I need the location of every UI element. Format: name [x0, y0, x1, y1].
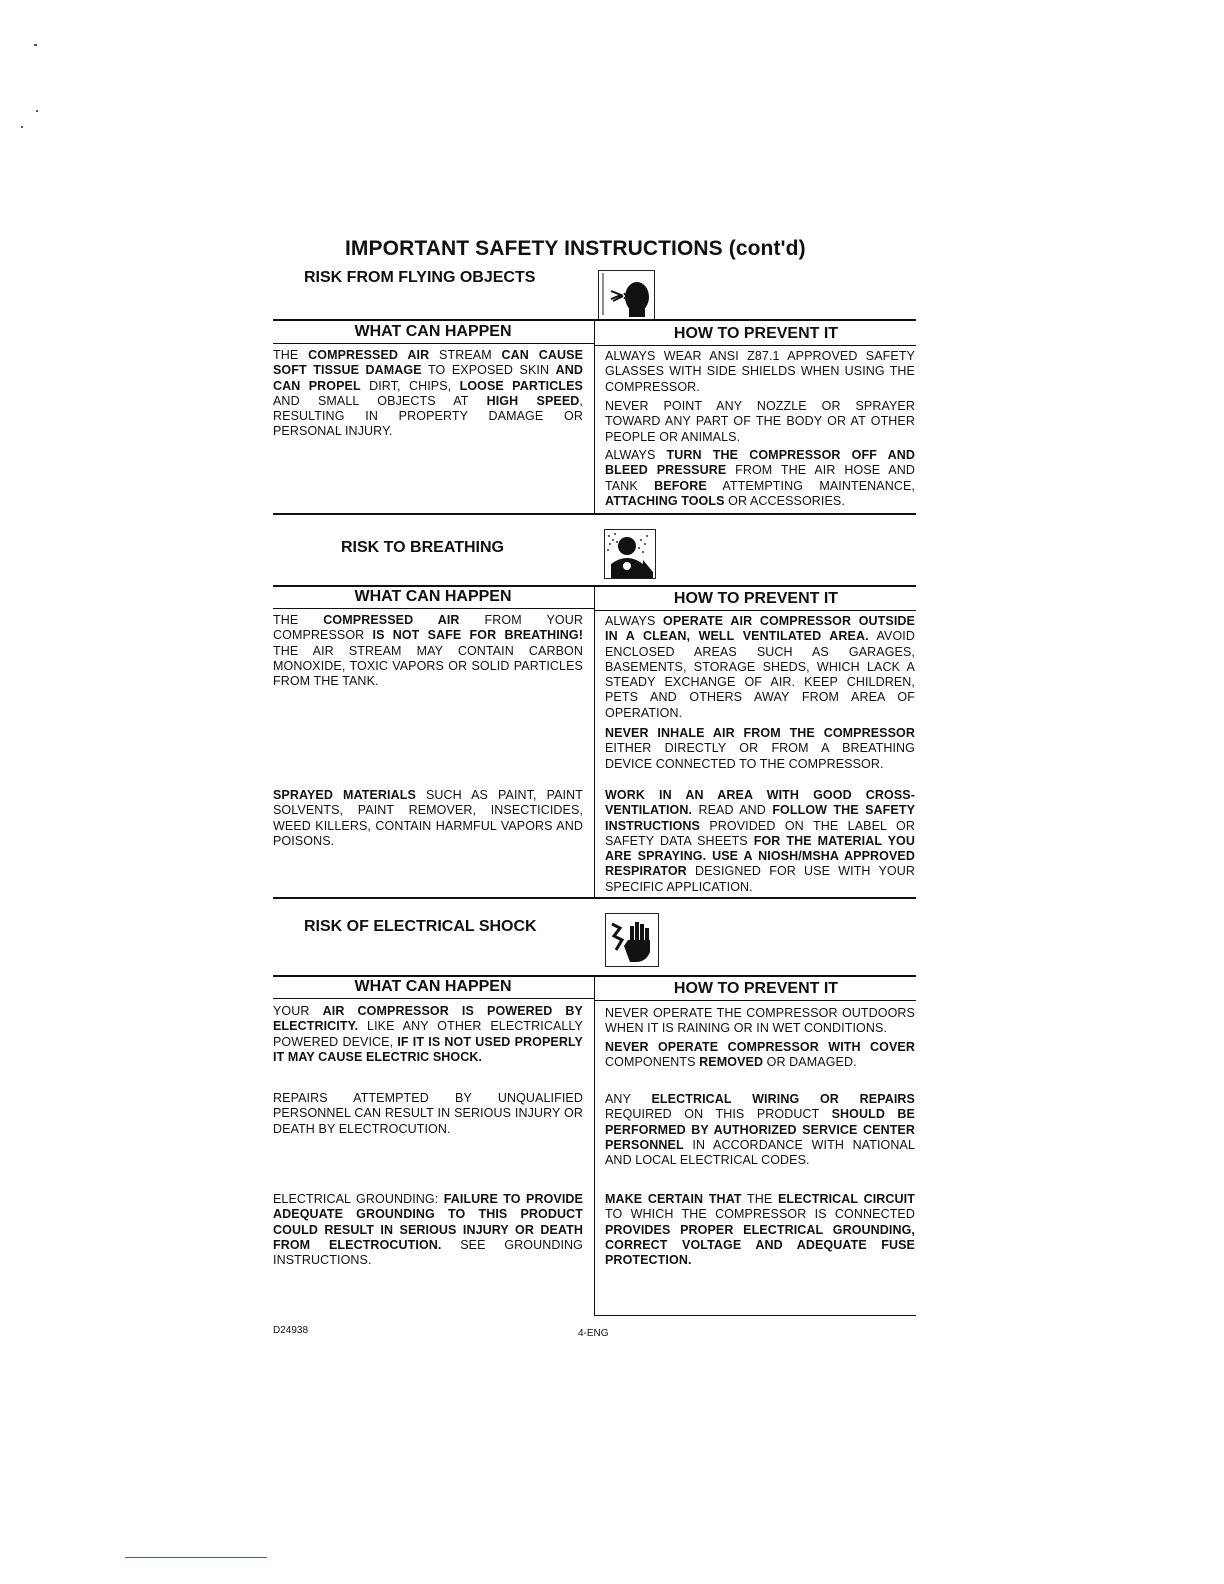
scan-speck	[36, 110, 38, 112]
what-text-electrical-1: YOUR AIR COMPRESSOR IS POWERED BY ELECTRICITY. LIKE ANY OTHER ELECTRICALLY POWERED DEVICE, IF IT IS NOT USED PROPERLY IT MAY CAUSE ELECTRIC SHOCK.	[273, 1004, 583, 1064]
column-divider	[594, 321, 595, 514]
header-rule	[273, 608, 594, 609]
how-to-prevent-header: HOW TO PREVENT IT	[673, 590, 839, 607]
document-code: D24938	[273, 1325, 309, 1336]
what-text-flying-1: THE COMPRESSED AIR STREAM CAN CAUSE SOFT TISSUE DAMAGE TO EXPOSED SKIN AND CAN PROPEL DIRT, CHIPS, LOOSE PARTICLES AND SMALL OBJECTS AT HIGH SPEED, RESULTING IN PROPERTY DAMAGE OR PERSONAL INJURY.	[273, 348, 584, 439]
what-text-electrical-2: REPAIRS ATTEMPTED BY UNQUALIFIED PERSONNEL CAN RESULT IN SERIOUS INJURY OR DEATH BY ELECTROCUTION.	[273, 1091, 583, 1136]
what-text-electrical-3: ELECTRICAL GROUNDING: FAILURE TO PROVIDE ADEQUATE GROUNDING TO THIS PRODUCT COULD RESULT IN SERIOUS INJURY OR DEATH FROM ELECTROCUTION. SEE GROUNDING INSTRUCTIONS.	[273, 1192, 584, 1268]
page-number: 4-ENG	[578, 1328, 609, 1339]
how-text-electrical-4: MAKE CERTAIN THAT THE ELECTRICAL CIRCUIT TO WHICH THE COMPRESSOR IS CONNECTED PROVIDES PROPER ELECTRICAL GROUNDING, CORRECT VOLTAGE AND ADEQUATE FUSE PROTECTION.	[605, 1192, 915, 1268]
how-text-breathing-3: WORK IN AN AREA WITH GOOD CROSS-VENTILATION. READ AND FOLLOW THE SAFETY INSTRUCTIONS PROVIDED ON THE LABEL OR SAFETY DATA SHEETS FOR THE MATERIAL YOU ARE SPRAYING. USE A NIOSH/MSHA APPROVED RESPIRATOR DESIGNED FOR USE WITH YOUR SPECIFIC APPLICATION.	[605, 788, 916, 894]
risk-title-flying-objects: RISK FROM FLYING OBJECTS	[304, 269, 536, 286]
how-text-flying-3: ALWAYS TURN THE COMPRESSOR OFF AND BLEED PRESSURE FROM THE AIR HOSE AND TANK BEFORE ATTEMPTING MAINTENANCE, ATTACHING TOOLS OR ACCESSORIES.	[605, 448, 916, 508]
page-title: IMPORTANT SAFETY INSTRUCTIONS (cont'd)	[345, 237, 806, 260]
how-text-flying-1: ALWAYS WEAR ANSI Z87.1 APPROVED SAFETY GLASSES WITH SIDE SHIELDS WHEN USING THE COMPRESSOR.	[605, 349, 915, 394]
how-text-electrical-1: NEVER OPERATE THE COMPRESSOR OUTDOORS WHEN IT IS RAINING OR IN WET CONDITIONS.	[605, 1006, 915, 1036]
how-to-prevent-header: HOW TO PREVENT IT	[673, 980, 839, 997]
how-to-prevent-header: HOW TO PREVENT IT	[673, 325, 839, 342]
risk-title-breathing: RISK TO BREATHING	[341, 539, 504, 556]
header-rule	[273, 998, 594, 999]
what-text-breathing-1: THE COMPRESSED AIR FROM YOUR COMPRESSOR IS NOT SAFE FOR BREATHING! THE AIR STREAM MAY CONTAIN CARBON MONOXIDE, TOXIC VAPORS OR SOLID PARTICLES FROM THE TANK.	[273, 613, 583, 689]
column-divider	[594, 977, 595, 1316]
what-can-happen-header: WHAT CAN HAPPEN	[354, 323, 512, 340]
section-bottom-rule	[595, 1315, 916, 1316]
breathing-hazard-icon	[604, 529, 656, 579]
bottom-link-rule	[125, 1557, 267, 1558]
what-text-breathing-2: SPRAYED MATERIALS SUCH AS PAINT, PAINT SOLVENTS, PAINT REMOVER, INSECTICIDES, WEED KILLERS, CONTAIN HARMFUL VAPORS AND POISONS.	[273, 788, 583, 848]
how-text-flying-2: NEVER POINT ANY NOZZLE OR SPRAYER TOWARD ANY PART OF THE BODY OR AT OTHER PEOPLE OR ANIMALS.	[605, 399, 915, 444]
section-bottom-rule	[273, 897, 916, 899]
what-can-happen-header: WHAT CAN HAPPEN	[354, 978, 512, 995]
how-text-breathing-1: ALWAYS OPERATE AIR COMPRESSOR OUTSIDE IN A CLEAN, WELL VENTILATED AREA. AVOID ENCLOSED AREAS SUCH AS GARAGES, BASEMENTS, STORAGE SHEDS, WHICH LACK A STEADY EXCHANGE OF AIR. KEEP CHILDREN, PETS AND OTHERS AWAY FROM AREA OF OPERATION.	[605, 614, 915, 720]
header-rule	[273, 343, 594, 344]
what-can-happen-header: WHAT CAN HAPPEN	[354, 588, 512, 605]
risk-title-electrical-shock: RISK OF ELECTRICAL SHOCK	[304, 918, 537, 935]
how-text-breathing-2: NEVER INHALE AIR FROM THE COMPRESSOR EITHER DIRECTLY OR FROM A BREATHING DEVICE CONNECTED TO THE COMPRESSOR.	[605, 726, 915, 771]
section-bottom-rule	[273, 513, 916, 515]
scan-speck	[21, 126, 23, 128]
scan-speck	[34, 44, 37, 46]
flying-objects-icon	[598, 270, 655, 320]
column-divider	[594, 587, 595, 898]
how-text-electrical-3: ANY ELECTRICAL WIRING OR REPAIRS REQUIRED ON THIS PRODUCT SHOULD BE PERFORMED BY AUTHORIZED SERVICE CENTER PERSONNEL IN ACCORDANCE WITH NATIONAL AND LOCAL ELECTRICAL CODES.	[605, 1092, 915, 1168]
electrical-shock-icon	[605, 913, 659, 967]
header-rule	[595, 1000, 916, 1001]
header-rule	[595, 610, 916, 611]
header-rule	[595, 345, 916, 346]
how-text-electrical-2: NEVER OPERATE COMPRESSOR WITH COVER COMPONENTS REMOVED OR DAMAGED.	[605, 1040, 915, 1070]
